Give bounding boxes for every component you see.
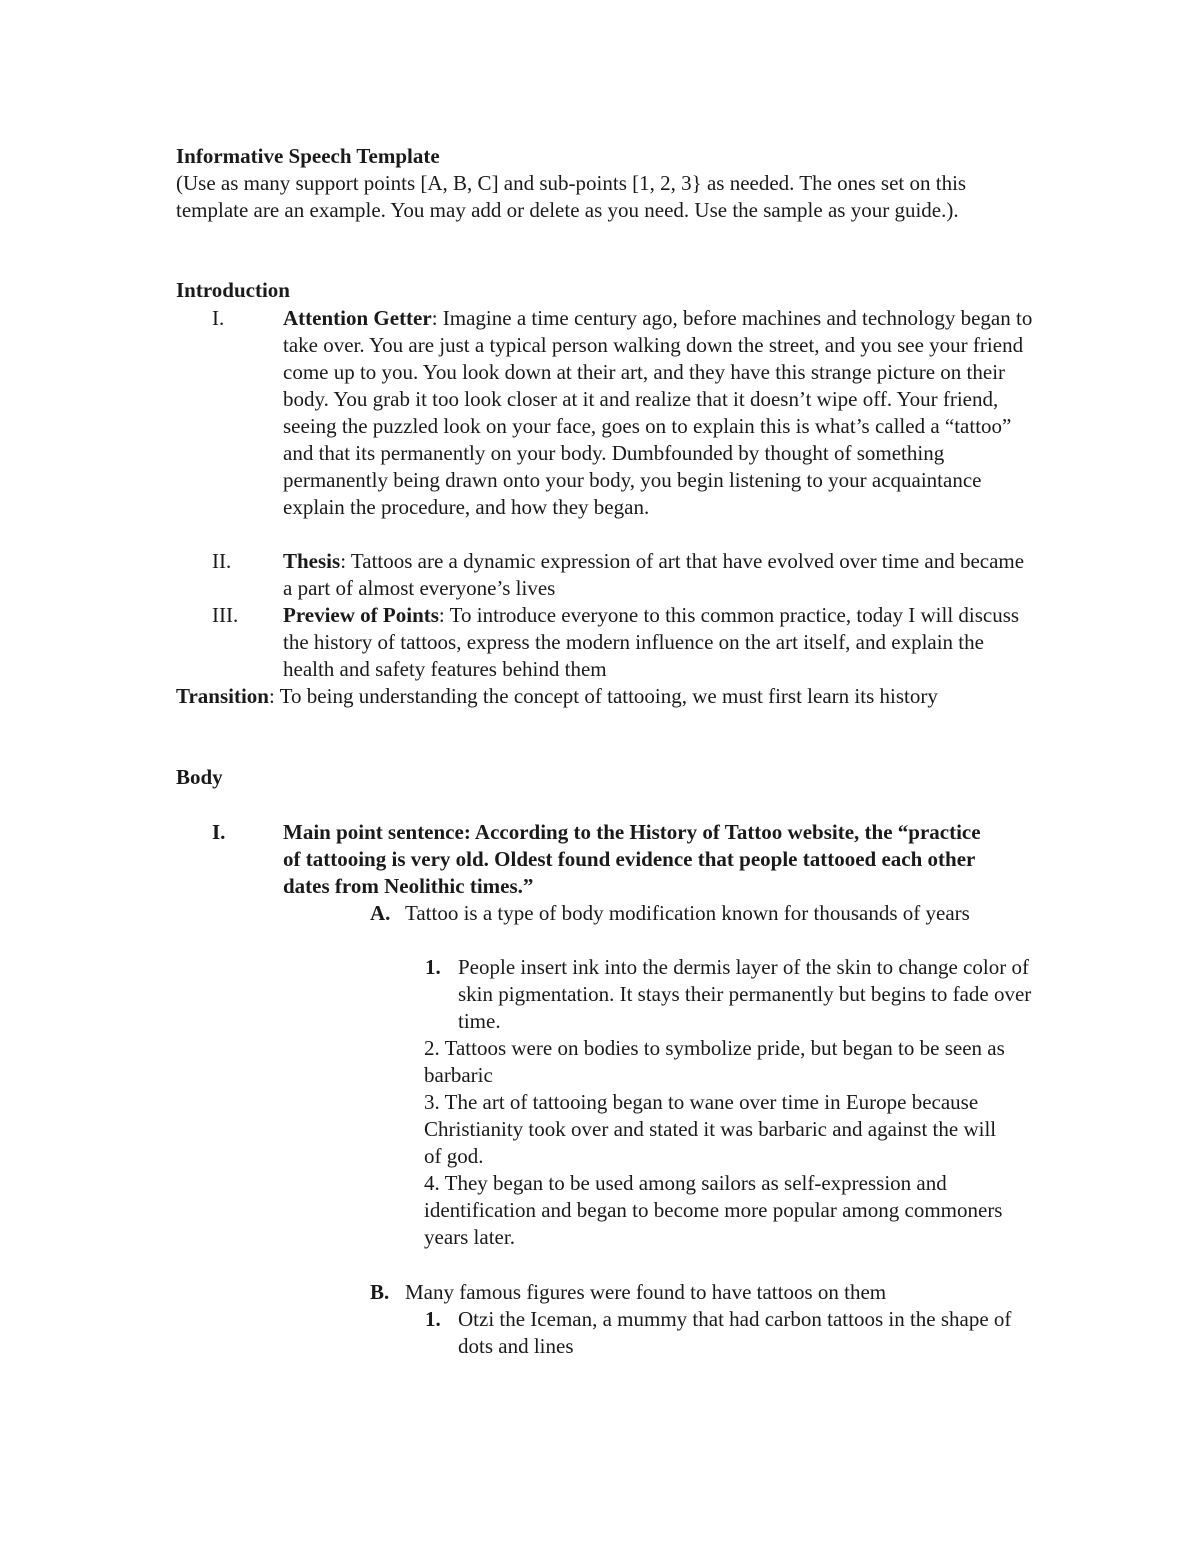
point-b-sub1-text: Otzi the Iceman, a mummy that had carbon tattoos in the shape of dots and lines — [458, 1307, 1012, 1358]
attention-getter — [283, 305, 1035, 521]
preview-label: Preview of Points — [283, 603, 439, 627]
transition-text: : To being understanding the concept of tattooing, we must first learn its history — [268, 684, 938, 708]
thesis — [283, 548, 1035, 602]
transition-label: Transition — [176, 684, 269, 708]
intro-item-number: III. — [212, 603, 239, 627]
point-a-text: Tattoo is a type of body modification known for thousands of years — [405, 901, 970, 925]
main-point-number: I. — [212, 820, 226, 844]
point-a-sub1-text: People insert ink into the dermis layer of the skin to change color of skin pigmentation. It stays their permanently but begins to fade over time. — [458, 955, 1032, 1033]
introduction-heading: Introduction — [176, 278, 290, 302]
point-a-sub3: 3. The art of tattooing began to wane over time in Europe because Christianity took over and stated it was barbaric and against the will of god. — [424, 1090, 997, 1168]
point-a-sub2: 2. Tattoos were on bodies to symbolize pride, but began to be seen as barbaric — [424, 1036, 1005, 1087]
preview-of-points — [283, 602, 1023, 683]
point-a-letter: A. — [370, 901, 391, 925]
attention-getter-text: : Imagine a time century ago, before machines and technology began to take over. You are just a typical person walking down the street, and you see your friend come up to you. You look down at their art, and they have this strange picture on their body. You grab it too look closer at it and realize that it doesn’t wipe off. Your friend, seeing the puzzled look on your face, goes on to explain this is what’s called a “tattoo” and that its permanently on your body. Dumbfounded by thought of something permanently being drawn onto your body, you begin listening to your acquaintance explain the procedure, and how they began. — [283, 306, 1033, 519]
transition — [176, 683, 1006, 710]
point-a-sub1-number: 1. — [425, 955, 441, 979]
point-b-sub1-number: 1. — [425, 1307, 441, 1331]
thesis-text: : Tattoos are a dynamic expression of art that have evolved over time and became a part of almost everyone’s lives — [283, 549, 1025, 600]
instructions-text: (Use as many support points [A, B, C] and sub-points [1, 2, 3} as needed. The ones set on this template are an example. You may add or delete as you need. Use the sample as your guide.). — [176, 171, 967, 222]
intro-item-number: II. — [212, 549, 232, 573]
body-heading: Body — [176, 765, 223, 789]
main-point-sentence: Main point sentence: According to the History of Tattoo website, the “practice of tattooing is very old. Oldest found evidence that people tattooed each other dates from Neolithic times.” — [283, 820, 981, 898]
point-a-sub4: 4. They began to be used among sailors as self-expression and identification and began to become more popular among commoners years later. — [424, 1171, 1003, 1249]
document-title: Informative Speech Template — [176, 144, 440, 168]
point-b-text: Many famous figures were found to have tattoos on them — [405, 1280, 887, 1304]
preview-text: : To introduce everyone to this common practice, today I will discuss the history of tattoos, express the modern influence on the art itself, and explain the health and safety features behind them — [283, 603, 1020, 681]
point-b-letter: B. — [370, 1280, 390, 1304]
thesis-label: Thesis — [283, 549, 341, 573]
intro-item-number: I. — [212, 306, 225, 330]
attention-getter-label: Attention Getter — [283, 306, 432, 330]
